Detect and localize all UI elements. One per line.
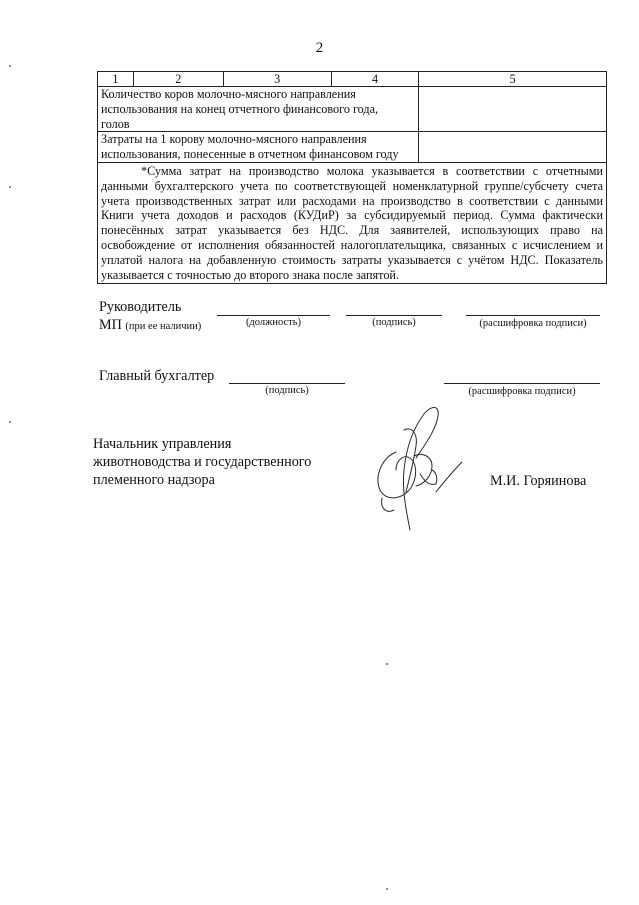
column-header: 1 bbox=[98, 72, 134, 87]
mp-note: (при ее наличии) bbox=[125, 321, 202, 332]
accountant-decoding-line bbox=[444, 383, 600, 384]
scan-speck bbox=[9, 421, 11, 423]
decoding-line bbox=[466, 315, 600, 316]
footnote-text: *Сумма затрат на производство молока указывается в соответствии с отчетными данными бухгалтерского учета по соответствующей номенклатурной группе/субсчету счета учета производственных затрат или расходами на производство в соответствии с данными Книги учета доходов и расходов (КУДиР) за субсидируемый период. Сумма фактически понесённых затрат указывается без НДС. Для заявителей, использующих право на освобождение от исполнения обязанностей налогоплательщика, связанных с исчислением и уплатой налога на добавленную стоимость затраты указывается с учётом НДС. Показатель указывается с точностью до второго знака после запятой. bbox=[101, 163, 603, 282]
column-header: 5 bbox=[419, 72, 607, 87]
scan-speck bbox=[9, 186, 11, 188]
column-header: 4 bbox=[331, 72, 419, 87]
row-value-cell bbox=[419, 132, 607, 163]
data-table bbox=[97, 71, 607, 284]
accountant-decoding-caption: (расшифровка подписи) bbox=[468, 386, 576, 397]
scan-speck bbox=[386, 663, 388, 665]
note-row bbox=[98, 162, 607, 283]
scan-speck bbox=[386, 888, 388, 890]
position-line bbox=[217, 315, 330, 316]
signature-caption: (подпись) bbox=[372, 317, 416, 328]
signature-line bbox=[346, 315, 442, 316]
row-value-cell bbox=[419, 87, 607, 132]
head-label: Руководитель bbox=[99, 299, 182, 315]
column-header: 2 bbox=[133, 72, 223, 87]
accountant-signature-caption: (подпись) bbox=[265, 385, 309, 396]
scan-speck bbox=[9, 65, 11, 67]
chief-accountant-label: Главный бухгалтер bbox=[99, 368, 215, 384]
mp-stamp-label: МП (при ее наличии) bbox=[99, 317, 202, 333]
column-header: 3 bbox=[223, 72, 331, 87]
decoding-caption: (расшифровка подписи) bbox=[479, 318, 587, 329]
official-name: М.И. Горяинова bbox=[490, 473, 587, 489]
page-number: 2 bbox=[315, 40, 324, 56]
handwritten-signature-icon bbox=[366, 400, 466, 535]
position-caption: (должность) bbox=[245, 317, 302, 328]
table-header-row bbox=[98, 72, 607, 87]
official-title: Начальник управления животноводства и государственного племенного надзора bbox=[93, 436, 312, 488]
accountant-signature-line bbox=[229, 383, 345, 384]
footnote-cell bbox=[98, 162, 607, 283]
row-label-cows-count: Количество коров молочно-мясного направления использования на конец отчетного финансового года, голов bbox=[98, 87, 419, 132]
row-label-cost-per-cow: Затраты на 1 корову молочно-мясного направления использования, понесенные в отчетном финансовом году bbox=[98, 132, 419, 163]
table-row bbox=[98, 132, 607, 163]
table-row bbox=[98, 87, 607, 132]
